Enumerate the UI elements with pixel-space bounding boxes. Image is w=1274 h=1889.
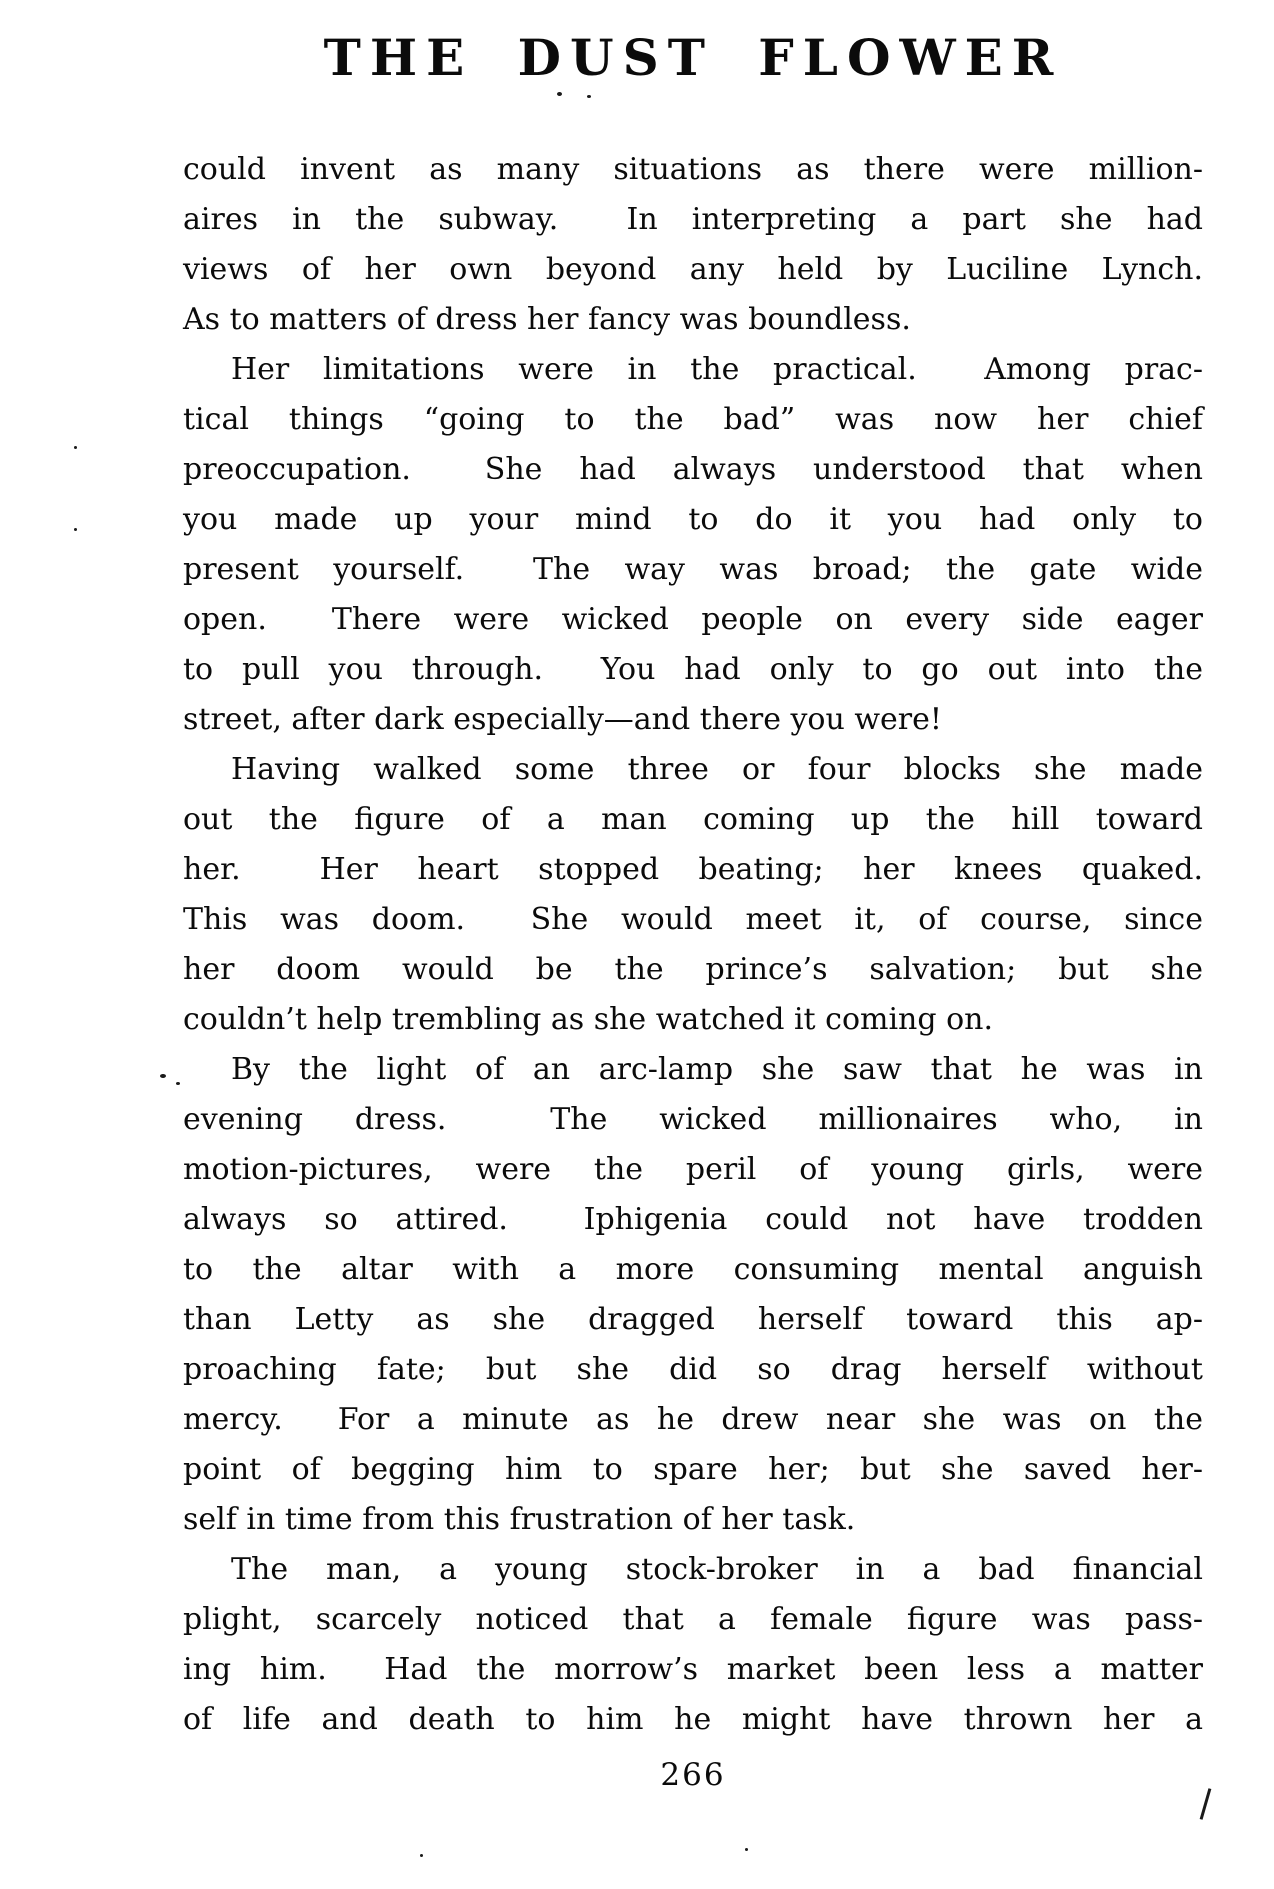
text-line: tical things “going to the bad” was now her chief	[183, 402, 1203, 437]
text-line: to the altar with a more consuming mental anguish	[183, 1252, 1203, 1287]
scan-speck	[557, 92, 562, 96]
text-line: her. Her heart stopped beating; her knees quaked.	[183, 852, 1203, 887]
text-line: plight, scarcely noticed that a female figure was pass-	[183, 1602, 1203, 1637]
text-line: present yourself. The way was broad; the gate wide	[183, 552, 1203, 587]
scan-speck	[160, 1074, 166, 1078]
text-line: mercy. For a minute as he drew near she was on the	[183, 1402, 1203, 1437]
text-line: always so attired. Iphigenia could not have trodden	[183, 1202, 1203, 1237]
scan-speck	[587, 95, 591, 98]
text-line: aires in the subway. In interpreting a part she had	[183, 202, 1203, 237]
scan-speck	[745, 1848, 748, 1851]
text-line: proaching fate; but she did so drag herself without	[183, 1352, 1203, 1387]
text-line: open. There were wicked people on every side eager	[183, 602, 1203, 637]
text-line: to pull you through. You had only to go out into the	[183, 652, 1203, 687]
text-line: motion-pictures, were the peril of young girls, were	[183, 1152, 1203, 1187]
text-line: views of her own beyond any held by Luciline Lynch.	[183, 252, 1203, 287]
scan-speck	[176, 1082, 180, 1085]
running-head-title: THE DUST FLOWER	[323, 28, 1063, 87]
text-line: couldn’t help trembling as she watched it coming on.	[183, 1002, 994, 1037]
text-line: of life and death to him he might have thrown her a	[183, 1702, 1203, 1737]
text-line: This was doom. She would meet it, of course, since	[183, 902, 1203, 937]
text-block	[183, 145, 1203, 1745]
text-line: street, after dark especially—and there you were!	[183, 702, 942, 737]
text-line: self in time from this frustration of her task.	[183, 1502, 856, 1537]
text-line: Having walked some three or four blocks she made	[231, 752, 1203, 787]
scan-speck	[420, 1854, 423, 1857]
text-line: The man, a young stock-broker in a bad financial	[231, 1552, 1203, 1587]
page-number: 266	[660, 1757, 726, 1793]
text-line: ing him. Had the morrow’s market been less a matter	[183, 1652, 1203, 1687]
text-line: her doom would be the prince’s salvation; but she	[183, 952, 1203, 987]
text-line: As to matters of dress her fancy was boundless.	[183, 302, 911, 337]
text-line: point of begging him to spare her; but she saved her-	[183, 1452, 1203, 1487]
text-line: By the light of an arc-lamp she saw that he was in	[231, 1052, 1203, 1087]
text-line: could invent as many situations as there were million-	[183, 152, 1203, 187]
text-line: preoccupation. She had always understood that when	[183, 452, 1203, 487]
scan-speck	[74, 446, 77, 449]
text-line: than Letty as she dragged herself toward this ap-	[183, 1302, 1203, 1337]
text-line: Her limitations were in the practical. Among prac-	[231, 352, 1203, 387]
scan-speck	[74, 528, 77, 531]
text-line: you made up your mind to do it you had only to	[183, 502, 1203, 537]
text-line: out the figure of a man coming up the hill toward	[183, 802, 1203, 837]
text-line: evening dress. The wicked millionaires who, in	[183, 1102, 1203, 1137]
